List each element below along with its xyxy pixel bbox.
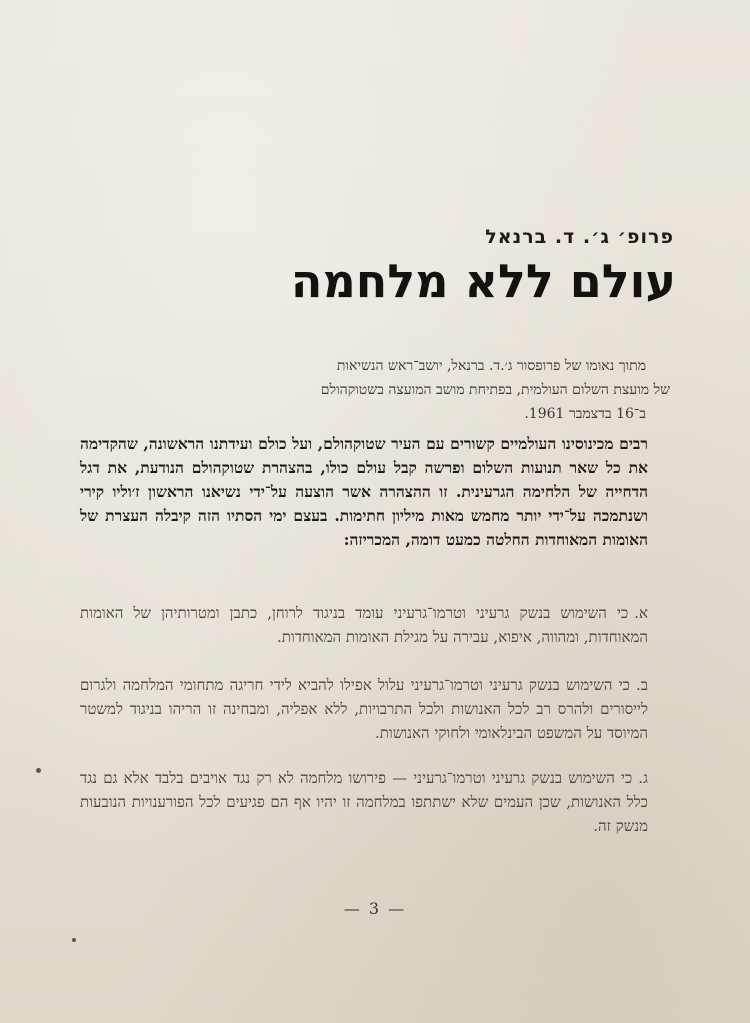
page-number: — 3 —	[343, 899, 407, 918]
list-item	[80, 766, 672, 838]
list-item-label: ב.	[636, 676, 648, 694]
list-item-text: כי השימוש בנשק גרעיני וטרמו־גרעיני — פירושו מלחמה לא רק נגד אויבים בלבד אלא גם נגד כלל האנושות, שכן העמים שלא ישתתפו במלחמה זו יהיו אף הם פגיעים לכל הפורענויות הנובעות מנשק זה.	[80, 769, 648, 835]
main-paragraph: רבים מכינוסינו העולמיים קשורים עם העיר שטוקהולם, ועל כולם ועידתנו הראשונה, שהקדימה את כל שאר תנועות השלום ופרשה קבל עולם כולו, בהצהרת שטוקהולם הנודעת, את דגל הדחייה של הלחימה הגרעינית. זו ההצהרה אשר הוצעה על־ידי נשיאנו הראשון ז׳וליו קירי ושנתמכה על־ידי יותר מחמש מאות מיליון חתימות. בעצם ימי הסתיו הזה קיבלה העצרת של האומות המאוחדות החלטה כמעט דומה, המכריזה:	[80, 434, 648, 549]
intro-line: של מועצת השלום העולמית, בפתיחת מושב המועצה בשטוקהולם	[320, 382, 670, 398]
paper-spot	[36, 768, 41, 773]
intro-note	[102, 354, 672, 426]
article-title: עולם ללא מלחמה	[290, 254, 676, 308]
intro-line: מתוך נאומו של פרופסור ג׳.ד. ברנאל, יושב־ראש הנשיאות	[336, 358, 646, 374]
author-name: פרופ׳ ג׳. ד. ברנאל	[485, 226, 674, 248]
list-item	[80, 673, 672, 745]
list-item-label: ג.	[638, 769, 648, 787]
intro-line: ב־16 בדצמבר 1961.	[524, 406, 646, 422]
list-item-text: כי השימוש בנשק גרעיני וטרמו־גרעיני עומד בניגוד לרוחן, כתבן ומטרותיהן של האומות המאוחדות, ומהווה, איפוא, עבירה על מגילת האומות המאוחדות.	[80, 604, 648, 646]
list-item	[80, 601, 672, 649]
list-item-label: א.	[634, 604, 648, 622]
list-item-text: כי השימוש בנשק גרעיני וטרמו־גרעיני עלול אפילו להביא לידי חריגה מתחומי המלחמה ולגרום לייסורים ולהרס רב לכל האנושות ולכל התרבויות, ללא אפליה, ומבחינה זו הריהו בניגוד למשטר המיוסד על המשפט הבינלאומי ולחוקי האנושות.	[80, 676, 648, 742]
paper-spot	[72, 938, 76, 942]
